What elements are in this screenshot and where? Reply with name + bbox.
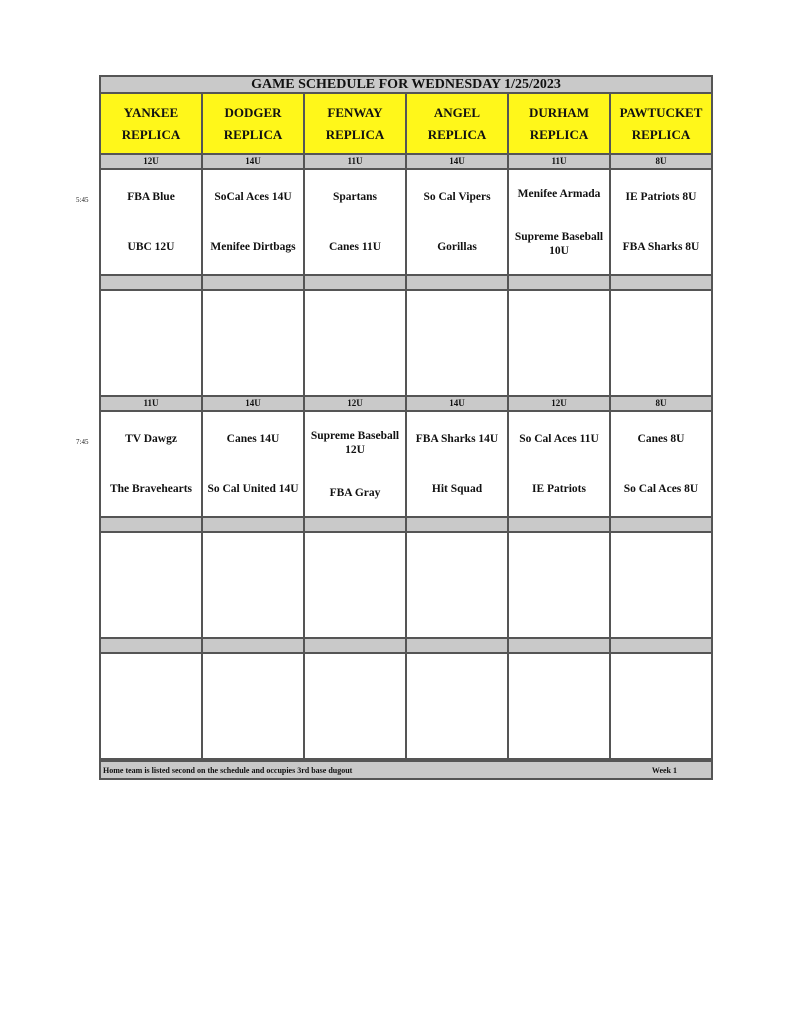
empty-bar-cell <box>611 276 711 291</box>
empty-bar-cell <box>407 639 509 654</box>
empty-cell <box>611 533 711 639</box>
field-header-row <box>99 94 713 155</box>
age-label: 8U <box>611 397 711 412</box>
home-team-note: Home team is listed second on the schedule and occupies 3rd base dugout <box>103 765 353 775</box>
field-name: FENWAY <box>327 104 383 120</box>
field-header <box>203 94 305 155</box>
empty-games-row <box>99 533 713 639</box>
field-sub: REPLICA <box>427 126 487 142</box>
empty-cell <box>509 291 611 397</box>
empty-bar-cell <box>203 276 305 291</box>
home-team: The Bravehearts <box>109 483 193 495</box>
away-team: So Cal Vipers <box>423 191 491 203</box>
field-name: YANKEE <box>123 104 179 120</box>
home-team: So Cal Aces 8U <box>623 483 699 495</box>
home-team: Menifee Dirtbags <box>210 241 296 253</box>
game-cell <box>203 170 305 276</box>
home-team: IE Patriots <box>532 483 586 495</box>
empty-bar <box>99 518 713 533</box>
schedule-title: GAME SCHEDULE FOR WEDNESDAY 1/25/2023 <box>99 75 713 94</box>
empty-bar-cell <box>305 276 407 291</box>
away-team: Supreme Baseball 12U <box>310 429 400 456</box>
game-cell <box>509 170 611 276</box>
empty-bar-cell <box>203 518 305 533</box>
empty-cell <box>203 291 305 397</box>
away-team: Canes 14U <box>226 433 280 445</box>
game-cell <box>305 412 407 518</box>
empty-bar-cell <box>101 518 203 533</box>
empty-cell <box>101 533 203 639</box>
field-sub: REPLICA <box>529 126 589 142</box>
home-team: Gorillas <box>437 241 477 253</box>
empty-bar-cell <box>203 639 305 654</box>
game-cell <box>101 412 203 518</box>
game-cell <box>407 412 509 518</box>
age-label: 11U <box>305 155 407 170</box>
field-header <box>407 94 509 155</box>
empty-cell <box>407 533 509 639</box>
empty-bar-cell <box>611 639 711 654</box>
empty-bar-cell <box>101 276 203 291</box>
empty-bar-cell <box>305 518 407 533</box>
empty-cell <box>611 291 711 397</box>
age-label: 14U <box>407 397 509 412</box>
empty-cell <box>509 533 611 639</box>
field-header <box>101 94 203 155</box>
empty-cell <box>407 654 509 760</box>
empty-cell <box>305 654 407 760</box>
away-team: SoCal Aces 14U <box>214 191 292 203</box>
game-cell <box>203 412 305 518</box>
age-label: 12U <box>509 397 611 412</box>
age-bar-slot-2 <box>99 397 713 412</box>
empty-bar-cell <box>611 518 711 533</box>
empty-cell <box>101 654 203 760</box>
empty-cell <box>203 533 305 639</box>
games-row-slot-1 <box>99 170 713 276</box>
field-sub: REPLICA <box>631 126 691 142</box>
game-cell <box>611 170 711 276</box>
home-team: FBA Gray <box>329 486 381 499</box>
away-team: FBA Blue <box>127 191 175 203</box>
empty-bar-cell <box>509 518 611 533</box>
home-team: UBC 12U <box>127 241 175 253</box>
away-team: Spartans <box>332 191 378 203</box>
away-team: TV Dawgz <box>125 433 177 445</box>
field-sub: REPLICA <box>325 126 385 142</box>
age-label: 8U <box>611 155 711 170</box>
time-label-slot-2: 7:45 <box>76 438 89 446</box>
week-label: Week 1 <box>651 765 677 775</box>
game-cell <box>611 412 711 518</box>
empty-cell <box>611 654 711 760</box>
age-label: 14U <box>407 155 509 170</box>
home-team: Supreme Baseball 10U <box>514 230 604 257</box>
age-label: 11U <box>101 397 203 412</box>
field-name: DURHAM <box>529 104 589 120</box>
away-team: Menifee Armada <box>517 187 601 200</box>
away-team: Canes 8U <box>637 433 685 445</box>
game-cell <box>101 170 203 276</box>
empty-games-row <box>99 654 713 760</box>
field-name: ANGEL <box>433 104 481 120</box>
empty-bar <box>99 639 713 654</box>
game-cell <box>407 170 509 276</box>
home-team: Canes 11U <box>328 241 382 253</box>
empty-bar-cell <box>101 639 203 654</box>
schedule-sheet <box>99 75 713 780</box>
field-header <box>305 94 407 155</box>
empty-bar-cell <box>509 276 611 291</box>
empty-cell <box>203 654 305 760</box>
field-name: DODGER <box>224 104 282 120</box>
empty-bar-cell <box>509 639 611 654</box>
age-label: 11U <box>509 155 611 170</box>
game-cell <box>509 412 611 518</box>
game-cell <box>305 170 407 276</box>
field-header <box>611 94 711 155</box>
away-team: IE Patriots 8U <box>625 191 697 203</box>
empty-bar-cell <box>407 518 509 533</box>
games-row-slot-2 <box>99 412 713 518</box>
age-label: 12U <box>305 397 407 412</box>
field-sub: REPLICA <box>121 126 181 142</box>
age-label: 12U <box>101 155 203 170</box>
home-team: So Cal United 14U <box>207 483 299 495</box>
field-sub: REPLICA <box>223 126 283 142</box>
empty-cell <box>509 654 611 760</box>
away-team: So Cal Aces 11U <box>519 433 599 445</box>
time-label-slot-1: 5:45 <box>76 196 89 204</box>
away-team: FBA Sharks 14U <box>415 433 499 445</box>
empty-games-row <box>99 291 713 397</box>
empty-cell <box>305 291 407 397</box>
age-bar-slot-1 <box>99 155 713 170</box>
field-header <box>509 94 611 155</box>
home-team: FBA Sharks 8U <box>622 241 700 253</box>
home-team: Hit Squad <box>431 483 483 495</box>
empty-cell <box>407 291 509 397</box>
empty-bar-cell <box>407 276 509 291</box>
schedule-footer <box>99 760 713 780</box>
field-name: PAWTUCKET <box>619 104 703 120</box>
age-label: 14U <box>203 397 305 412</box>
empty-bar-cell <box>305 639 407 654</box>
age-label: 14U <box>203 155 305 170</box>
empty-cell <box>305 533 407 639</box>
empty-bar <box>99 276 713 291</box>
empty-cell <box>101 291 203 397</box>
